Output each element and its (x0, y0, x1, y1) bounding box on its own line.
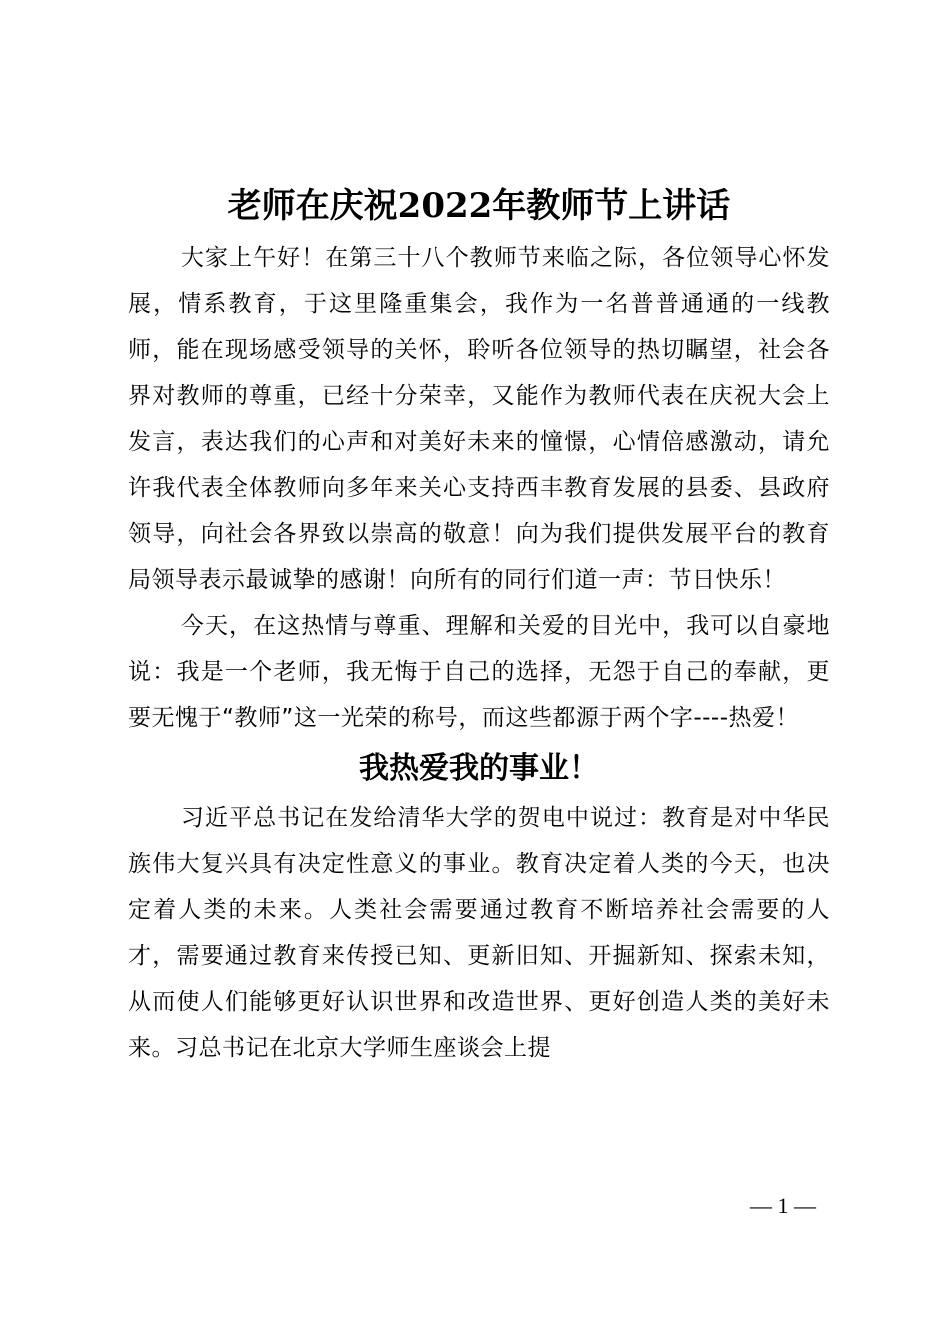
paragraph-greeting: 大家上午好！在第三十八个教师节来临之际，各位领导心怀发展，情系教育，于这里隆重集会，我作为一名普普通通的一线教师，能在现场感受领导的关怀，聆听各位领导的热切瞩望，社会各界对教师的尊重，已经十分荣幸，又能作为教师代表在庆祝大会上发言，表达我们的心声和对美好未来的憧憬，心情倍感激动，请允许我代表全体教师向多年来关心支持西丰教育发展的县委、县政府领导，向社会各界致以崇高的敬意！向为我们提供发展平台的教育局领导表示最诚挚的感谢！向所有的同行们道一声：节日快乐！ (128, 245, 830, 593)
section-heading: 我热爱我的事业！ (359, 751, 599, 786)
page-number: — 1 — (750, 1193, 816, 1218)
paragraph-pride: 今天，在这热情与尊重、理解和关爱的目光中，我可以自豪地说：我是一个老师，我无悔于自己的选择，无怨于自己的奉献，更要无愧于“教师”这一光荣的称号，而这些都源于两个字----热爱！ (128, 613, 830, 731)
page-title: 老师在庆祝2022年教师节上讲话 (227, 186, 731, 226)
document-body (128, 183, 830, 1071)
paragraph-education: 习近平总书记在发给清华大学的贺电中说过：教育是对中华民族伟大复兴具有决定性意义的事业。教育决定着人类的今天，也决定着人类的未来。人类社会需要通过教育不断培养社会需要的人才，需要通过教育来传授已知、更新旧知、开掘新知、探索未知，从而使人们能够更好认识世界和改造世界、更好创造人类的美好未来。习总书记在北京大学师生座谈会上提 (128, 805, 830, 1061)
